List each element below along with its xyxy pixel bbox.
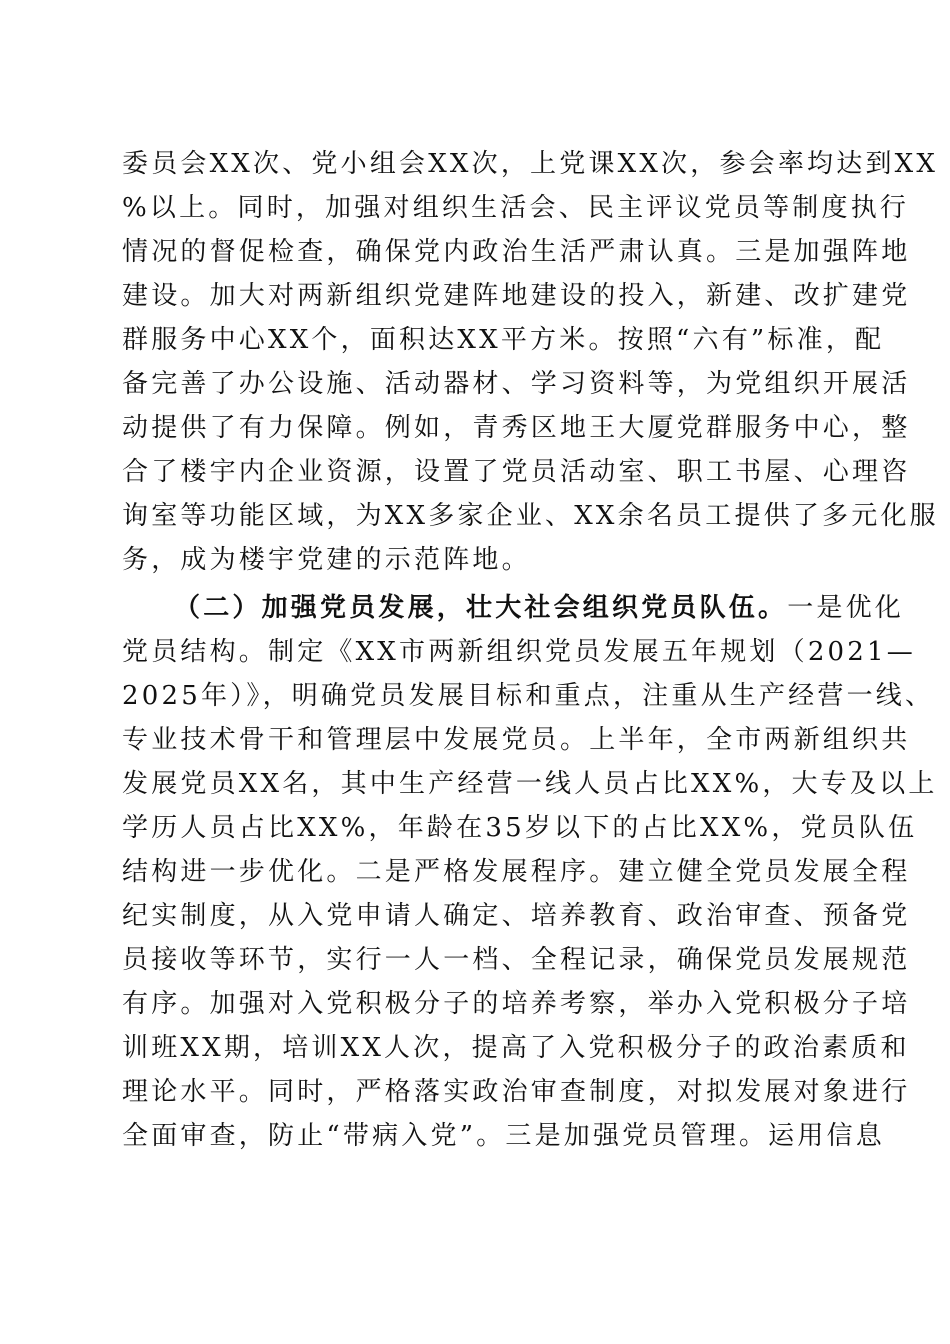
- text-line: 动提供了有力保障。例如，青秀区地王大厦党群服务中心，整: [122, 413, 911, 443]
- text-line: 群服务中心XX个，面积达XX平方米。按照“六有”标准，配: [122, 325, 885, 355]
- text-line: 专业技术骨干和管理层中发展党员。上半年，全市两新组织共: [122, 725, 911, 755]
- text-line: 有序。加强对入党积极分子的培养考察，举办入党积极分子培: [122, 989, 911, 1019]
- text-line: 全面审查，防止“带病入党”。三是加强党员管理。运用信息: [122, 1121, 885, 1151]
- text-line: 委员会XX次、党小组会XX次，上党课XX次，参会率均达到XX: [122, 149, 939, 179]
- text-line: 备完善了办公设施、活动器材、学习资料等，为党组织开展活: [122, 369, 911, 399]
- text-line: 纪实制度，从入党申请人确定、培养教育、政治审查、预备党: [122, 901, 911, 931]
- text-line: %以上。同时，加强对组织生活会、民主评议党员等制度执行: [122, 193, 910, 223]
- text-line: 2025年）》，明确党员发展目标和重点，注重从生产经营一线、: [122, 681, 935, 711]
- section-heading-rest: 一是优化: [787, 593, 905, 623]
- section-heading: （二）加强党员发展，壮大社会组织党员队伍。: [174, 593, 788, 623]
- text-line: 建设。加大对两新组织党建阵地建设的投入，新建、改扩建党: [122, 281, 911, 311]
- text-line: 结构进一步优化。二是严格发展程序。建立健全党员发展全程: [122, 857, 911, 887]
- text-line: 发展党员XX名，其中生产经营一线人员占比XX%，大专及以上: [122, 769, 938, 799]
- text-line: 学历人员占比XX%，年龄在35岁以下的占比XX%，党员队伍: [122, 813, 918, 843]
- text-line: 员接收等环节，实行一人一档、全程记录，确保党员发展规范: [122, 945, 911, 975]
- text-line: 情况的督促检查，确保党内政治生活严肃认真。三是加强阵地: [122, 237, 911, 267]
- text-line: 训班XX期，培训XX人次，提高了入党积极分子的政治素质和: [122, 1033, 910, 1063]
- text-line: 务，成为楼宇党建的示范阵地。: [122, 545, 531, 575]
- text-line: 询室等功能区域，为XX多家企业、XX余名员工提供了多元化服: [122, 501, 939, 531]
- text-line: 党员结构。制定《XX市两新组织党员发展五年规划（2021—: [122, 637, 916, 667]
- text-line: 理论水平。同时，严格落实政治审查制度，对拟发展对象进行: [122, 1077, 911, 1107]
- text-line: 合了楼宇内企业资源，设置了党员活动室、职工书屋、心理咨: [122, 457, 911, 487]
- section-heading-line: [174, 588, 905, 628]
